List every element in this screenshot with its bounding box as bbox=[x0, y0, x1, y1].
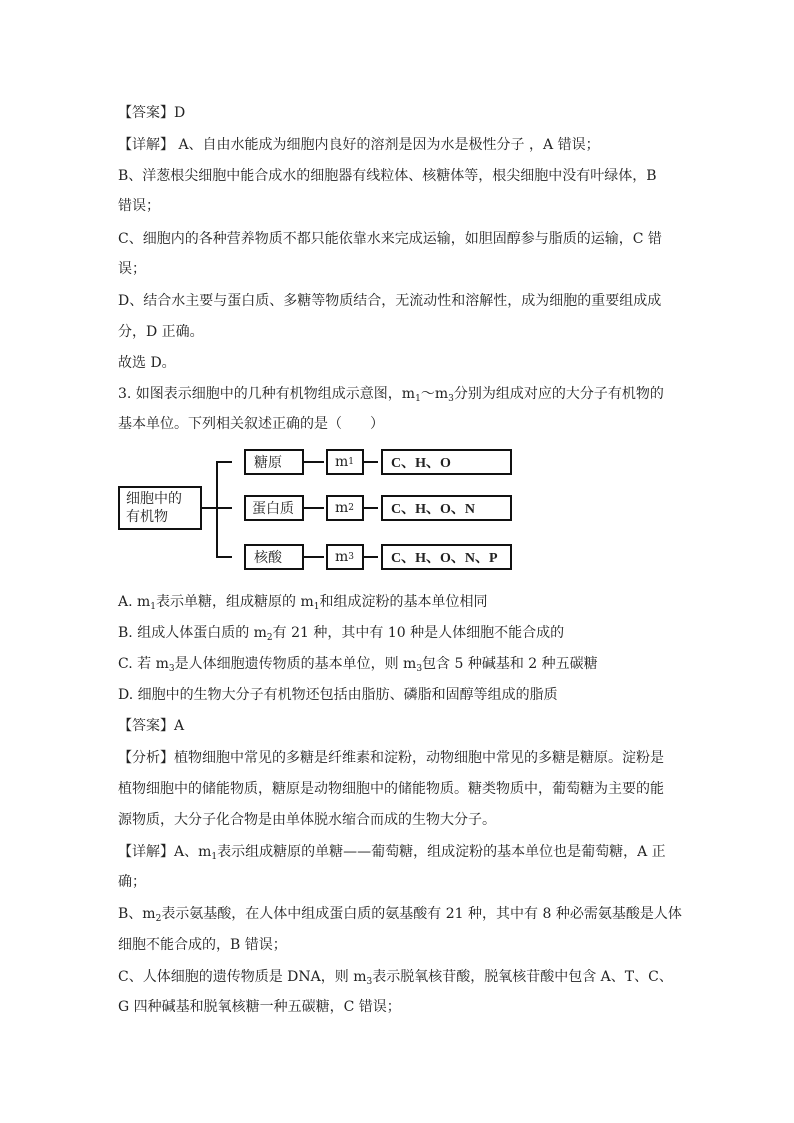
m-label: m bbox=[335, 454, 349, 470]
stem-text: 分别为组成对应的大分子有机物的 bbox=[453, 386, 664, 402]
elements-box-3: C、H、O、N、P bbox=[381, 544, 512, 570]
nucleic-acid-box: 核酸 bbox=[244, 544, 304, 570]
detail3-a1 bbox=[118, 842, 666, 862]
detail-text: 【详解】A、m bbox=[118, 844, 212, 860]
detail-a: 【详解】 A、自由水能成为细胞内良好的溶剂是因为水是极性分子 ，A 错误； bbox=[118, 137, 600, 153]
subscript: 1 bbox=[150, 602, 157, 612]
connector-line bbox=[364, 461, 378, 463]
option-text: 是人体细胞遗传物质的基本单位，则 m bbox=[174, 656, 417, 672]
connector-line bbox=[364, 507, 378, 509]
subscript: 3 bbox=[448, 394, 454, 404]
detail-c1: C、细胞内的各种营养物质不都只能依靠水来完成运输，如胆固醇参与脂质的运输，C 错 bbox=[118, 231, 662, 247]
branch-line bbox=[216, 507, 232, 509]
subscript: 2 bbox=[266, 633, 273, 643]
question-3-stem-2: 基本单位。下列相关叙述正确的是（ ） bbox=[118, 416, 384, 432]
connector-line bbox=[304, 556, 324, 558]
subscript: 1 bbox=[211, 852, 218, 862]
detail-text: 表示脱氧核苷酸，脱氧核苷酸中包含 A、T、C、 bbox=[372, 969, 673, 985]
detail-d2: 分，D 正确。 bbox=[118, 324, 204, 340]
choose-line: 故选 D。 bbox=[118, 355, 176, 371]
option-c bbox=[118, 654, 598, 674]
organic-matter-diagram bbox=[118, 442, 518, 577]
subscript: 1 bbox=[313, 602, 320, 612]
option-b bbox=[118, 623, 564, 643]
root-label-line-2: 有机物 bbox=[126, 509, 168, 525]
m2-box: m 2 bbox=[326, 495, 364, 521]
root-label-line-1: 细胞中的 bbox=[126, 491, 182, 507]
answer-line-3: 【答案】A bbox=[118, 718, 185, 734]
option-text: 包含 5 种碱基和 2 种五碳糖 bbox=[422, 656, 598, 672]
detail-text: 表示组成糖原的单糖——葡萄糖，组成淀粉的基本单位也是葡萄糖，A 正 bbox=[217, 844, 666, 860]
option-text: A. m bbox=[118, 594, 151, 610]
stem-text: 3. 如图表示细胞中的几种有机物组成示意图，m bbox=[118, 386, 416, 402]
option-a bbox=[118, 592, 488, 612]
m-label: m bbox=[335, 549, 349, 565]
detail3-c1 bbox=[118, 967, 673, 987]
detail-b2: 错误； bbox=[118, 198, 160, 214]
analysis-line-1: 【分析】植物细胞中常见的多糖是纤维素和淀粉，动物细胞中常见的多糖是糖原。淀粉是 bbox=[118, 750, 664, 766]
option-text: C. 若 m bbox=[118, 656, 169, 672]
option-text: 有 21 种，其中有 10 种是人体细胞不能合成的 bbox=[272, 625, 565, 641]
subscript: 3 bbox=[168, 664, 175, 674]
detail-text: 表示氨基酸，在人体中组成蛋白质的氨基酸有 21 种，其中有 8 种必需氨基酸是人体 bbox=[161, 906, 682, 922]
detail3-c2: G 四种碱基和脱氧核糖一种五碳糖，C 错误； bbox=[118, 999, 401, 1015]
m3-box: m 3 bbox=[326, 544, 364, 570]
elements-box-2: C、H、O、N bbox=[381, 495, 512, 521]
answer-line: 【答案】D bbox=[118, 105, 186, 121]
subscript: 2 bbox=[155, 914, 162, 924]
option-text: B. 组成人体蛋白质的 m bbox=[118, 625, 267, 641]
stem-text: ～m bbox=[420, 386, 449, 402]
trunk-line bbox=[216, 461, 218, 558]
branch-line bbox=[216, 461, 232, 463]
option-text: 和组成淀粉的基本单位相同 bbox=[319, 594, 488, 610]
m1-box: m 1 bbox=[326, 449, 364, 475]
detail-text: C、人体细胞的遗传物质是 DNA，则 m bbox=[118, 969, 367, 985]
detail-c2: 误； bbox=[118, 261, 146, 277]
analysis-line-2: 植物细胞中的储能物质，糖原是动物细胞中的储能物质。糖类物质中，葡萄糖为主要的能 bbox=[118, 781, 664, 797]
protein-box: 蛋白质 bbox=[244, 495, 304, 521]
detail-text: B、m bbox=[118, 906, 156, 922]
subscript: 3 bbox=[366, 977, 373, 987]
elements-box-1: C、H、O bbox=[381, 449, 512, 475]
detail3-b2: 细胞不能合成的，B 错误； bbox=[118, 937, 287, 953]
option-text: 表示单糖，组成糖原的 m bbox=[156, 594, 314, 610]
connector-line bbox=[364, 556, 378, 558]
detail3-b1 bbox=[118, 904, 682, 924]
root-box bbox=[118, 486, 202, 530]
subscript: 1 bbox=[415, 394, 421, 404]
option-d: D. 细胞中的生物大分子有机物还包括由脂肪、磷脂和固醇等组成的脂质 bbox=[118, 687, 558, 703]
connector-line bbox=[304, 507, 324, 509]
m-label: m bbox=[335, 500, 349, 516]
connector-line bbox=[304, 461, 324, 463]
detail-d1: D、结合水主要与蛋白质、多糖等物质结合，无流动性和溶解性，成为细胞的重要组成成 bbox=[118, 293, 662, 309]
glycogen-box: 糖原 bbox=[244, 449, 304, 475]
branch-line bbox=[216, 556, 232, 558]
connector-line bbox=[202, 507, 216, 509]
subscript: 3 bbox=[416, 664, 423, 674]
detail-b1: B、洋葱根尖细胞中能合成水的细胞器有线粒体、核糖体等，根尖细胞中没有叶绿体，B bbox=[118, 168, 657, 184]
analysis-line-3: 源物质，大分子化合物是由单体脱水缩合而成的生物大分子。 bbox=[118, 812, 496, 828]
detail3-a2: 确； bbox=[118, 874, 146, 890]
question-3-stem-1 bbox=[118, 384, 664, 404]
